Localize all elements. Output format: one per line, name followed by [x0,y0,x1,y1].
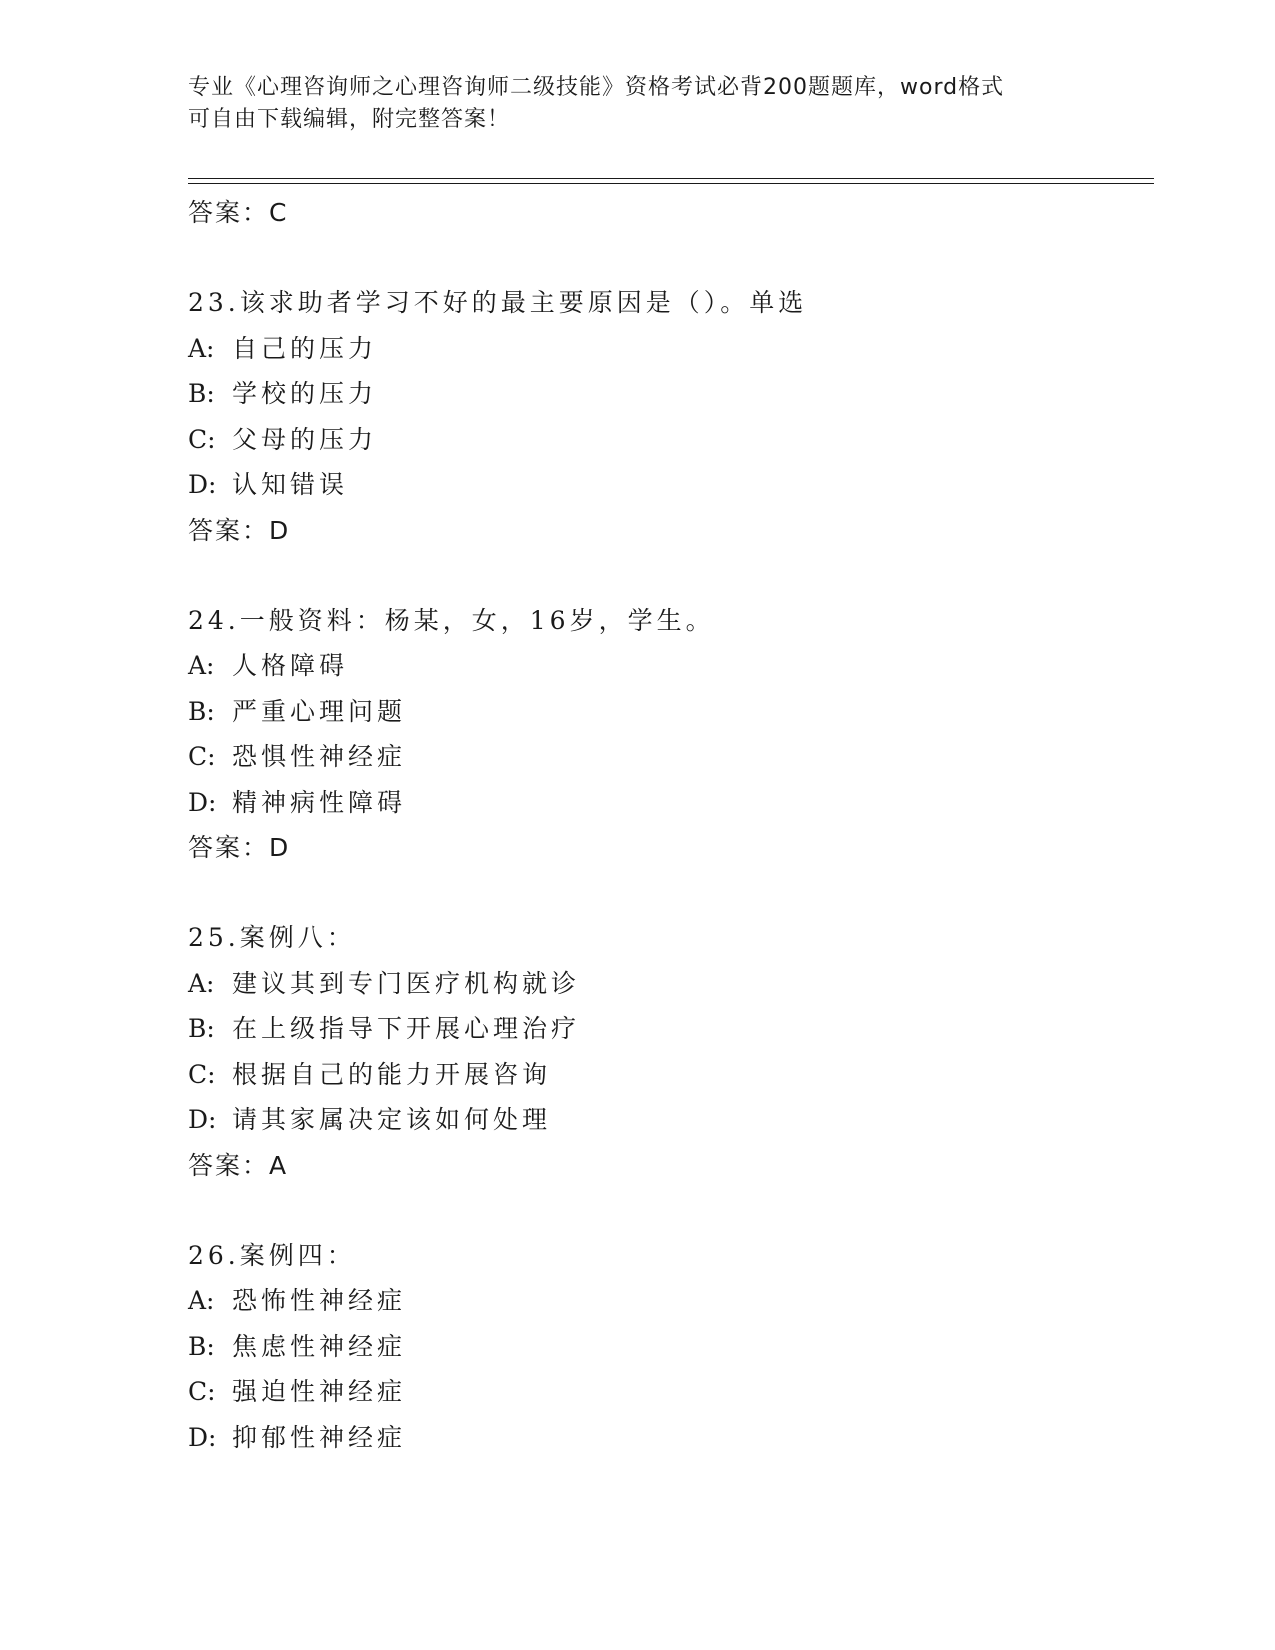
option-key: C: [188,742,216,771]
option-key: B: [188,379,215,408]
option-key: C: [188,1059,216,1089]
option-a [188,961,1154,1007]
option-key: B: [188,1331,215,1361]
option-d [188,1415,1154,1461]
option-c [188,417,1154,463]
option-key: A: [188,651,215,680]
question-text: 24.一般资料：杨某，女，16岁，学生。 [188,605,715,635]
option-text: 在上级指导下开展心理治疗 [232,1014,581,1043]
answer-line [188,1143,1154,1189]
option-b [188,1324,1154,1370]
option-b [188,371,1154,417]
option-text: 学校的压力 [232,379,378,408]
option-a [188,326,1154,372]
option-text: 根据自己的能力开展咨询 [232,1059,552,1089]
question-block-26 [188,1233,1154,1461]
option-key: D: [188,1105,217,1134]
header-line-2: 可自由下载编辑，附完整答案！ [188,107,511,132]
header-line-1: 专业《心理咨询师之心理咨询师二级技能》资格考试必背200题题库，word格式 [188,75,1005,100]
option-key: A: [188,333,215,363]
option-text: 恐惧性神经症 [232,742,407,771]
option-text: 请其家属决定该如何处理 [232,1105,552,1134]
option-d [188,780,1154,826]
option-d [188,1097,1154,1143]
option-text: 抑郁性神经症 [232,1422,407,1452]
option-c [188,734,1154,780]
answer-label: 答案： [188,198,270,227]
answer-value: C [269,198,288,227]
option-text: 精神病性障碍 [232,787,407,817]
question-text: 26.案例四： [188,1240,356,1270]
answer-value: D [269,833,290,862]
answer-line [188,825,1154,871]
option-key: B: [188,696,215,726]
option-a [188,643,1154,689]
option-b [188,689,1154,735]
answer-label: 答案： [188,1150,270,1180]
header-divider-bottom [188,183,1154,184]
option-text: 建议其到专门医疗机构就诊 [232,968,581,998]
document-header [188,72,1088,136]
option-text: 父母的压力 [232,424,378,454]
spacer [188,871,1154,915]
option-key: D: [188,1422,217,1452]
answer-value: A [269,1150,288,1180]
option-key: C: [188,1377,216,1406]
option-b [188,1006,1154,1052]
option-key: A: [188,1286,215,1315]
option-text: 焦虑性神经症 [232,1331,407,1361]
option-text: 强迫性神经症 [232,1377,407,1406]
question-block-23 [188,280,1154,554]
option-text: 严重心理问题 [232,696,407,726]
spacer [188,1189,1154,1233]
answer-label: 答案： [188,833,270,862]
question-text: 23.该求助者学习不好的最主要原因是（）。单选 [188,288,808,317]
option-c [188,1369,1154,1415]
option-d [188,462,1154,508]
answer-label: 答案： [188,515,270,545]
option-a [188,1278,1154,1324]
option-key: D: [188,470,217,499]
answer-line [188,508,1154,554]
spacer [188,554,1154,598]
option-text: 自己的压力 [232,333,378,363]
question-text: 25.案例八： [188,923,356,952]
option-key: A: [188,968,215,998]
option-text: 恐怖性神经症 [232,1286,407,1315]
question-block-24 [188,598,1154,872]
option-key: D: [188,787,217,817]
option-key: C: [188,424,216,454]
option-c [188,1052,1154,1098]
answer-line [188,190,1154,236]
answer-value: D [269,515,290,545]
header-divider-top [188,178,1154,179]
question-block-25 [188,915,1154,1189]
option-key: B: [188,1014,215,1043]
option-text: 认知错误 [232,470,349,499]
question-list [188,190,1154,1460]
option-text: 人格障碍 [232,651,349,680]
spacer [188,236,1154,280]
